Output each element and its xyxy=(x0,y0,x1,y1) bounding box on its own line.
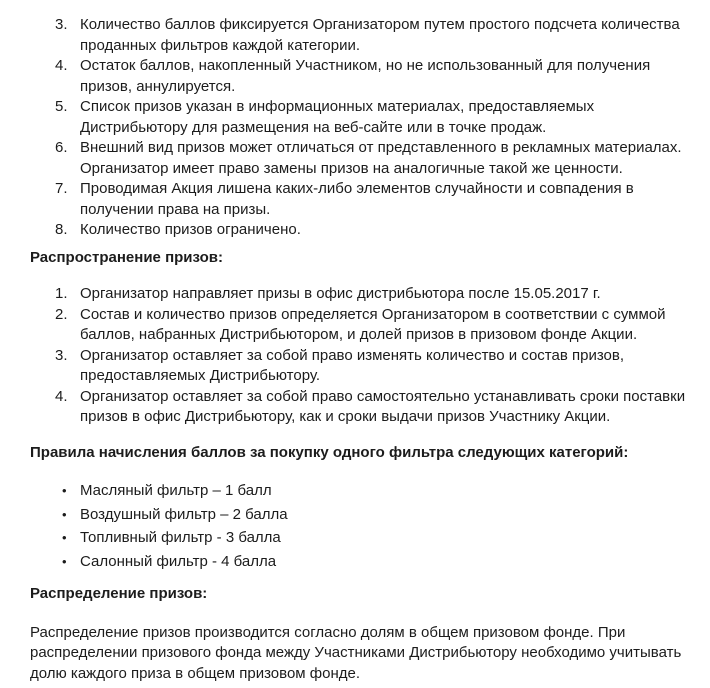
bullet-item-text: Воздушный фильтр – 2 балла xyxy=(80,505,288,523)
section-heading-allocation: Распределение призов: xyxy=(30,585,208,602)
list-item-text: Остаток баллов, накопленный Участником, но не использованный для получения призов, аннулируется. xyxy=(80,57,651,95)
list-item xyxy=(30,284,696,305)
list-item-text: Количество баллов фиксируется Организатором путем простого подсчета количества проданных фильтров каждой категории. xyxy=(80,16,680,54)
bullet-item xyxy=(30,528,696,549)
section-heading-distribution: Распространение призов: xyxy=(30,248,223,266)
list-item-number: 8. xyxy=(55,221,68,238)
list-item-number: 4. xyxy=(55,387,68,405)
list-item-text: Организатор оставляет за собой право изменять количество и состав призов, предоставляемых Дистрибьютору. xyxy=(80,346,625,384)
list-item-number: 3. xyxy=(55,346,68,364)
list-item xyxy=(30,179,696,220)
list-item-text: Внешний вид призов может отличаться от представленного в рекламных материалах. Организатор имеет право замены призов на аналогичные такой же ценности. xyxy=(80,139,682,177)
list-item xyxy=(30,97,696,138)
bullet-item-text: Топливный фильтр - 3 балла xyxy=(80,529,281,546)
list-item-number: 6. xyxy=(55,139,68,156)
bullet-item xyxy=(30,552,696,573)
list-item-text: Проводимая Акция лишена каких-либо элементов случайности и совпадения в получении права на призы. xyxy=(80,180,634,218)
bullet-icon: • xyxy=(62,553,67,569)
list-item-number: 1. xyxy=(55,285,68,302)
list-item-text: Организатор направляет призы в офис дистрибьютора после 15.05.2017 г. xyxy=(80,285,601,302)
list-item-text: Количество призов ограничено. xyxy=(80,221,301,238)
bullet-item-text: Масляный фильтр – 1 балл xyxy=(80,482,272,499)
bullet-icon: • xyxy=(62,483,67,498)
bullet-item xyxy=(30,505,696,526)
list-item-text: Организатор оставляет за собой право самостоятельно устанавливать сроки поставки призов в офис Дистрибьютору, как и сроки выдачи призов Участнику Акции. xyxy=(80,387,686,425)
list-item-number: 7. xyxy=(55,180,68,197)
list-item-number: 3. xyxy=(55,16,68,33)
list-item xyxy=(30,56,696,97)
list-item-text: Список призов указан в информационных материалах, предоставляемых Дистрибьютору для размещения на веб-сайте или в точке продаж. xyxy=(80,98,595,136)
list-item xyxy=(30,15,696,56)
list-item-text: Состав и количество призов определяется Организатором в соответствии с суммой баллов, набранных Дистрибьютором, и долей призов в призовом фонде Акции. xyxy=(80,305,666,343)
rules-list-continued xyxy=(30,15,696,241)
bullet-item-text: Салонный фильтр - 4 балла xyxy=(80,552,277,570)
bullet-icon: • xyxy=(62,530,67,545)
list-item-number: 4. xyxy=(55,57,68,74)
distribution-list xyxy=(30,284,696,428)
list-item-number: 2. xyxy=(55,305,68,323)
list-item xyxy=(30,305,696,346)
list-item xyxy=(30,220,696,241)
bullet-item xyxy=(30,481,696,502)
points-bullet-list xyxy=(30,481,696,572)
bullet-icon: • xyxy=(62,506,67,522)
section-heading-points: Правила начисления баллов за покупку одного фильтра следующих категорий: xyxy=(30,443,629,461)
allocation-paragraph: Распределение призов производится согласно долям в общем призовом фонде. При распределении призового фонда между Участниками Дистрибьютору необходимо учитывать долю каждого приза в общем призовом фонде. xyxy=(30,623,682,682)
list-item xyxy=(30,387,696,428)
list-item-number: 5. xyxy=(55,98,68,115)
list-item xyxy=(30,138,696,179)
list-item xyxy=(30,346,696,387)
